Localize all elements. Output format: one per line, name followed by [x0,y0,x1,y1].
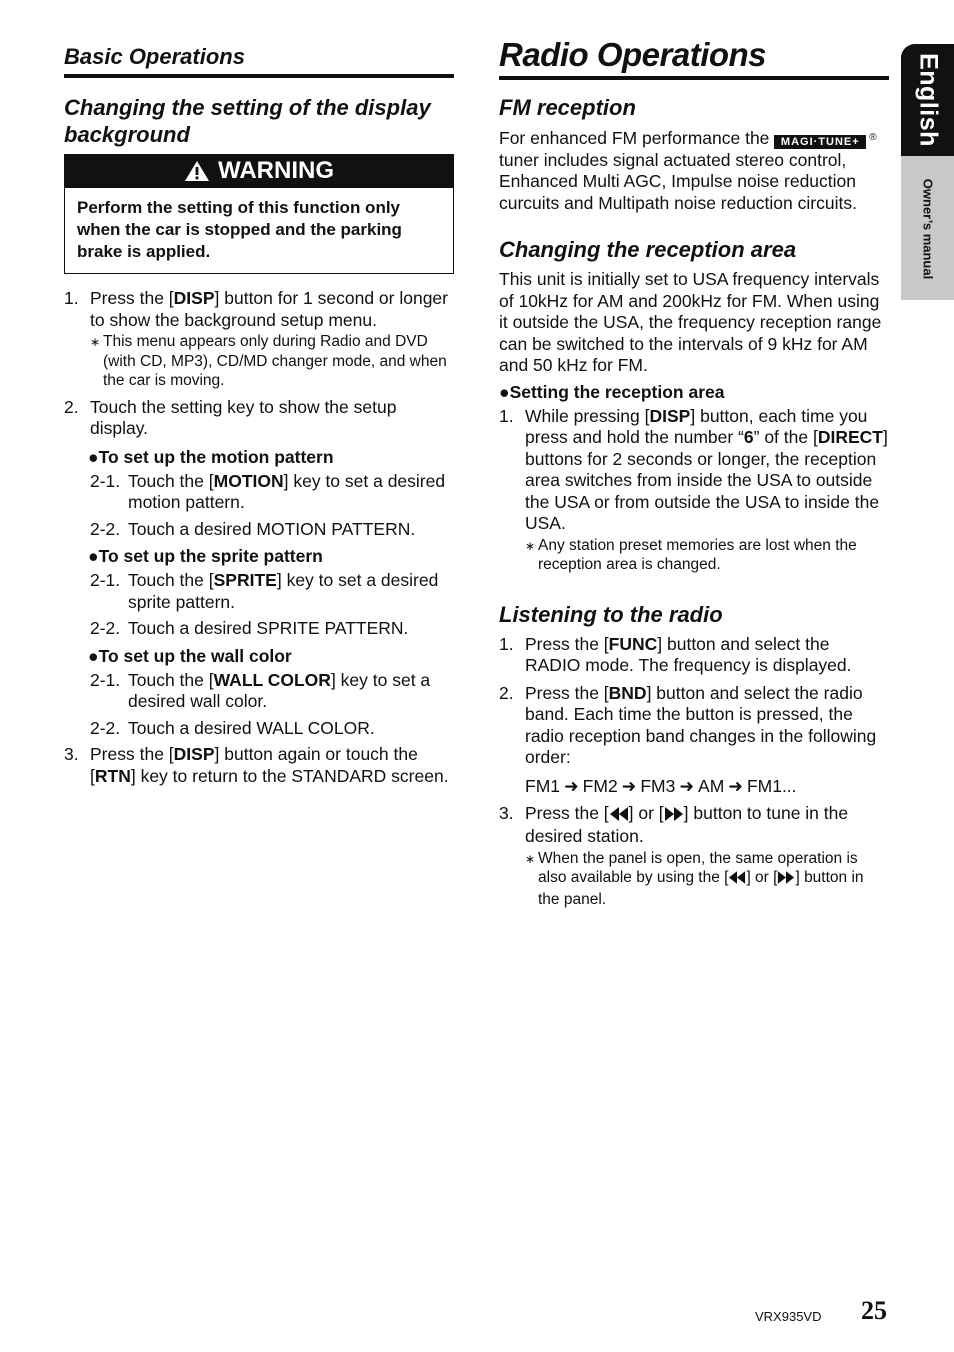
sprite-key-label: SPRITE [213,570,277,590]
step-text: ] or [ [628,802,664,823]
band-fm1-repeat: FM1... [746,775,797,796]
substep-text: Touch a desired SPRITE PATTERN. [128,618,409,638]
step-text: ] button, each time you press and hold the number “ [525,405,868,447]
substep-text: Touch the [ [128,470,214,491]
substep-wall-1 [64,670,454,713]
direct-key-label: DIRECT [817,427,883,447]
step-text: ] buttons for 2 seconds or longer, the reception area switches from inside the USA to outside the USA or from outside the USA to inside the USA. [525,427,888,533]
step-3 [64,744,454,787]
step-text: Press the [ [525,633,609,654]
substep-number: 2-2. [90,618,121,638]
step-number: 3. [64,744,79,764]
background-steps [64,288,454,787]
bullet-text: To set up the sprite pattern [98,546,323,566]
arrow-right-icon: ➜ [728,775,743,796]
spacer [499,581,889,601]
substep-text: Touch a desired MOTION PATTERN. [128,518,416,539]
arrow-right-icon: ➜ [679,775,695,796]
bullet-text: To set up the wall color [98,645,292,666]
wall-color-key-label: WALL COLOR [213,669,331,690]
func-key-label: FUNC [608,633,658,654]
substep-text: Touch a desired WALL COLOR. [128,717,375,738]
substep-text: ] key to set a desired motion pattern. [128,470,446,512]
arrow-right-icon: ➜ [621,775,637,796]
step-2 [64,397,454,440]
fm-reception-text [499,127,889,214]
band-fm3: FM3 [640,775,676,796]
wall-color-heading: ●To set up the wall color [88,645,292,666]
substep-sprite-2 [64,618,454,640]
substep-text: ] key to set a desired wall color. [128,669,431,711]
fm-text: For enhanced FM performance the [499,128,770,148]
step-text: Touch the setting key to show the setup display. [90,396,397,438]
substep-text: Touch the [ [128,669,214,690]
warning-text: Perform the setting of this function only when the car is stopped and the parking brake is applied. [77,198,402,261]
listen-step-2 [499,683,889,769]
owners-manual-label: Owner’s manual [920,178,936,280]
step-text: Press the [ [525,682,609,703]
area-step-1 [499,406,889,575]
note-asterisk: ∗ [90,335,101,349]
warning-box [64,154,454,274]
fm-text: tuner includes signal actuated stereo control, Enhanced Multi AGC, Impulse noise reduction curcuits and Multipath noise reduction circuits. [499,149,857,213]
note-text: ] or [ [746,869,778,886]
note-text: When the panel is open, the same operation is also available by using the [ [538,849,858,886]
band-sequence [499,775,889,797]
bnd-key-label: BND [608,682,647,703]
band-fm1: FM1 [525,775,560,796]
fm-reception-heading: FM reception [499,95,636,120]
bullet-text: To set up the motion pattern [98,446,334,467]
note-asterisk: ∗ [525,538,536,553]
substep-number: 2-1. [90,570,121,590]
registered-mark: ® [869,132,877,143]
step-number: 2. [499,682,514,703]
motion-pattern-heading: ●To set up the motion pattern [88,446,334,467]
step-text: While pressing [ [525,405,650,426]
motion-key-label: MOTION [213,470,284,491]
arrow-right-icon: ➜ [564,775,579,796]
step-text: ] button to tune in the desired station. [525,802,849,846]
warning-triangle-icon [184,160,210,182]
language-tab [901,44,954,300]
substep-motion-2 [64,519,454,541]
step-text: ” of the [ [753,427,818,447]
seek-back-icon [609,805,629,827]
note-text: Any station preset memories are lost when the reception area is changed. [538,536,857,573]
step-text: Press the [ [90,744,174,764]
display-background-heading: Changing the setting of the display background [64,95,431,147]
page-title: Radio Operations [499,36,889,80]
left-column [64,44,454,793]
substep-wall-2 [64,718,454,740]
section-title: Basic Operations [64,44,454,78]
substep-number: 2-1. [90,470,121,491]
disp-key-label: DISP [649,405,691,426]
listen-note [525,849,889,910]
language-label: English [914,53,943,147]
step-1 [64,288,454,391]
substep-number: 2-1. [90,669,121,690]
band-am: AM [698,775,725,796]
step-number: 1. [499,405,514,426]
step-text: ] button for 1 second or longer to show the background setup menu. [90,288,448,330]
seek-forward-icon [664,805,684,827]
magi-tune-logo: MAGI·TUNE+ [774,135,866,149]
bullet-text: Setting the reception area [509,381,725,402]
step-number: 1. [64,288,79,308]
substep-number: 2-2. [90,518,121,539]
setting-area-heading: ●Setting the reception area [499,381,725,402]
number-6-label: 6 [743,427,754,447]
step-text: ] button and select the RADIO mode. The frequency is displayed. [525,633,852,675]
substep-sprite-1 [64,570,454,613]
warning-title: WARNING [218,157,334,184]
substep-number: 2-2. [90,717,121,738]
step-text: ] button and select the radio band. Each time the button is pressed, the radio reception band changes in the following order: [525,682,877,767]
step-text: ] key to return to the STANDARD screen. [130,765,449,786]
substep-motion-1 [64,471,454,514]
reception-area-heading: Changing the reception area [499,237,797,262]
right-column [499,36,889,915]
language-tab-black [901,44,954,156]
reception-area-text: This unit is initially set to USA frequency intervals of 10kHz for AM and 200kHz for FM. When using it outside the USA, the frequency reception range can be switched to the intervals of 9 kHz for AM and 50 kHz for FM. [499,269,882,375]
model-number: VRX935VD [755,1309,822,1324]
area-note [525,536,889,575]
disp-key-label: DISP [173,744,215,764]
note-text: ] button in the panel. [538,869,864,908]
step-number: 1. [499,633,514,654]
sprite-pattern-heading: ●To set up the sprite pattern [88,546,323,566]
listen-step-3 [499,803,889,910]
step-text: Press the [ [525,802,609,823]
seek-forward-icon [777,870,795,890]
page-number: 25 [861,1296,887,1325]
rtn-key-label: RTN [94,765,131,786]
listen-step-1 [499,634,889,677]
seek-back-icon [728,870,746,890]
substep-text: ] key to set a desired sprite pattern. [128,570,439,612]
step-number: 3. [499,802,514,823]
band-fm2: FM2 [582,775,618,796]
step-text: Press the [ [90,288,174,308]
step-text: ] button again or touch the [ [90,744,418,786]
warning-header [65,155,453,188]
disp-key-label: DISP [173,288,215,308]
substep-text: Touch the [ [128,570,214,590]
step-number: 2. [64,396,79,417]
listening-heading: Listening to the radio [499,601,723,627]
step-1-note [90,332,454,391]
note-text: This menu appears only during Radio and DVD (with CD, MP3), CD/MD changer mode, and when the car is moving. [103,333,447,389]
spacer [499,214,889,236]
note-asterisk: ∗ [525,851,536,866]
